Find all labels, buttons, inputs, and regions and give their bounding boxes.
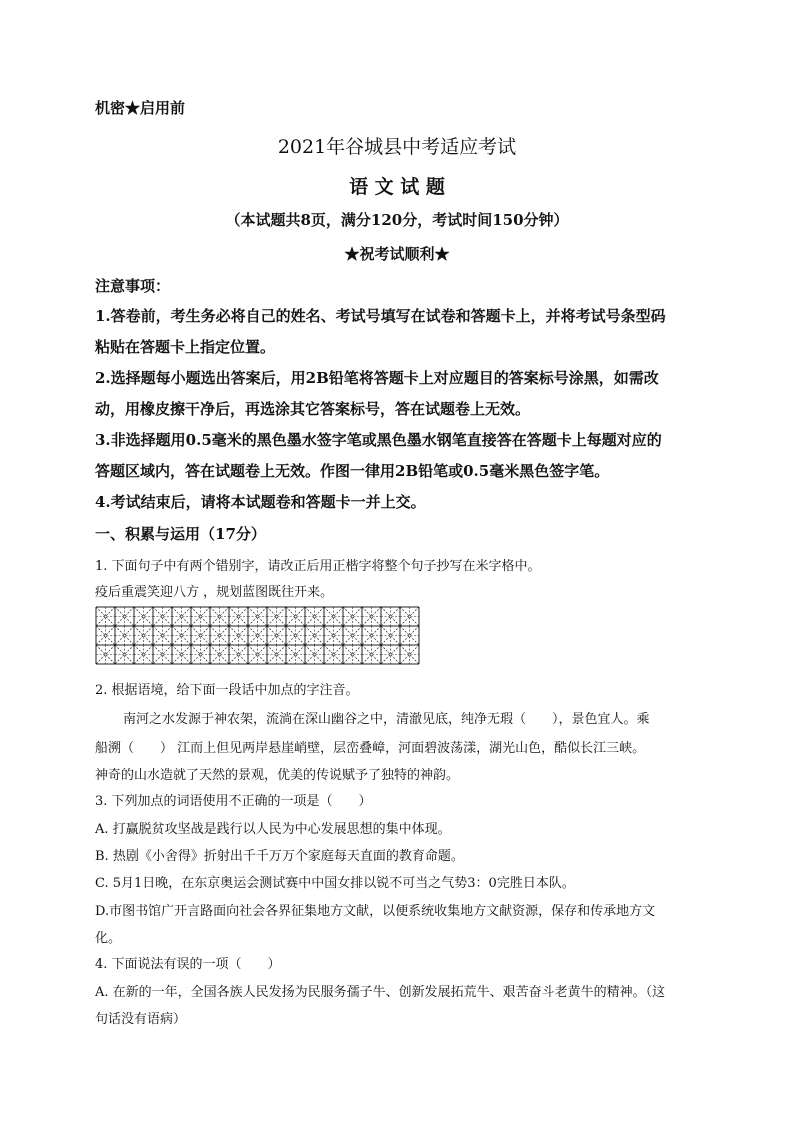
question-2-stem: 2. 根据语境，给下面一段话中加点的字注音。: [95, 683, 359, 698]
notes-line: 3.非选择题用0.5毫米的黑色墨水签字笔或黑色墨水钢笔直接答在答题卡上每题对应的: [95, 431, 662, 449]
question-3-option-c: C. 5月1日晚，在东京奥运会测试赛中中国女排以锐不可当之气势3：0完胜日本队。: [95, 876, 575, 891]
notes-line: 答题区域内，答在试题卷上无效。作图一律用2B铅笔或0.5毫米黑色签字笔。: [95, 462, 610, 480]
subject-title: 语 文 试 题: [349, 176, 445, 198]
good-luck-line: ★祝考试顺利★: [344, 245, 450, 263]
section-heading: 一、积累与运用（17分）: [95, 525, 266, 543]
question-3-option-b: B. 热剧《小舍得》折射出千千万万个家庭每天直面的教育命题。: [95, 849, 464, 864]
question-2-passage-line: 神奇的山水造就了天然的景观，优美的传说赋予了独特的神韵。: [95, 768, 460, 783]
question-1-sentence: 疫后重震笑迎八方 ，规划蓝图既往开来。: [95, 585, 334, 600]
notes-heading: 注意事项：: [95, 277, 171, 295]
question-2-passage-line: 南河之水发源于神农架，流淌在深山幽谷之中，清澈见底，纯净无瑕（ ），景色宜人。乘: [123, 712, 650, 727]
question-2-passage-line: 船溯（ ） 江而上但见两岸悬崖峭壁，层峦叠嶂，河面碧波荡漾，湖光山色，酷似长江三峡。: [95, 741, 646, 756]
question-3-option-d-cont: 化。: [95, 931, 122, 946]
exam-info: （本试题共8页，满分120分，考试时间150分钟）: [225, 211, 569, 229]
question-4-stem: 4. 下面说法有误的一项（ ）: [95, 957, 281, 972]
notes-line: 2.选择题每小题选出答案后，用2B铅笔将答题卡上对应题目的答案标号涂黑，如需改: [95, 369, 659, 387]
question-4-option-a-cont: 句话没有语病）: [95, 1012, 187, 1027]
notes-line: 粘贴在答题卡上指定位置。: [95, 338, 276, 356]
question-3-option-a: A. 打赢脱贫攻坚战是践行以人民为中心发展思想的集中体现。: [95, 822, 451, 837]
question-4-option-a: A. 在新的一年，全国各族人民发扬为民服务孺子牛、创新发展拓荒牛、艰苦奋斗老黄牛的精神。（这: [95, 985, 666, 1000]
notes-line: 动，用橡皮擦干净后，再选涂其它答案标号，答在试题卷上无效。: [95, 400, 531, 418]
mi-character-grid[interactable]: [95, 606, 420, 665]
exam-title: 2021年谷城县中考适应考试: [277, 136, 517, 158]
question-3-stem: 3. 下列加点的词语使用不正确的一项是（ ）: [95, 794, 372, 809]
notes-line: 4.考试结束后，请将本试题卷和答题卡一并上交。: [95, 493, 426, 511]
notes-line: 1.答卷前，考生务必将自己的姓名、考试号填写在试卷和答题卡上，并将考试号条型码: [95, 307, 666, 325]
confidential-label: 机密★启用前: [95, 99, 186, 117]
question-1-stem: 1. 下面句子中有两个错别字，请改正后用正楷字将整个句子抄写在米字格中。: [95, 559, 541, 574]
question-3-option-d: D.市图书馆广开言路面向社会各界征集地方文献，以便系统收集地方文献资源，保存和传承地方文: [95, 904, 656, 919]
